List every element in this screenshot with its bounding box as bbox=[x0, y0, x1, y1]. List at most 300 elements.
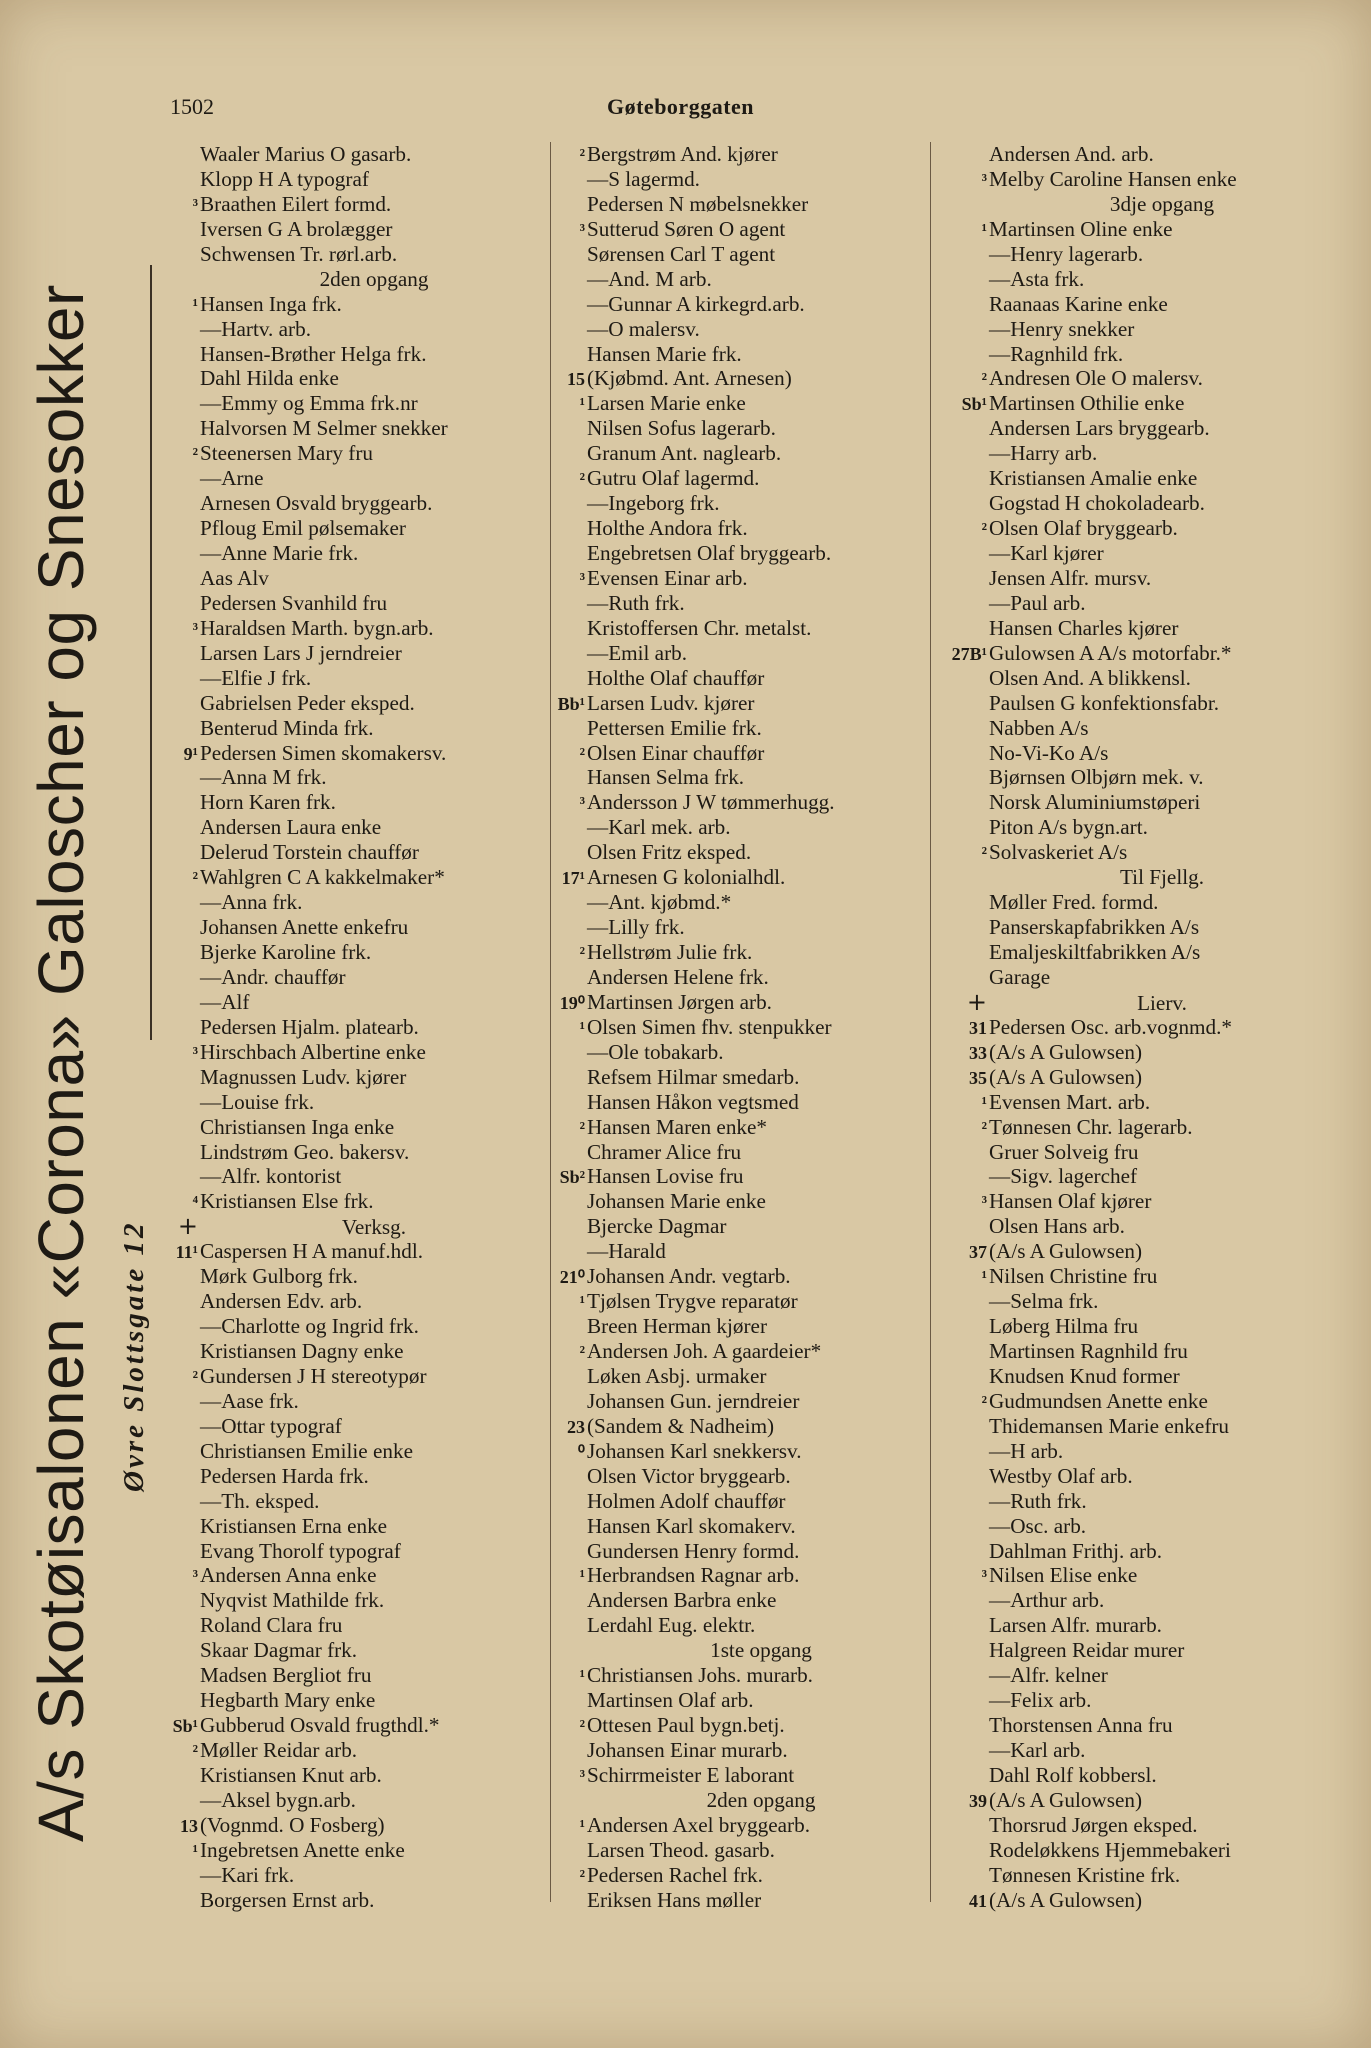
directory-entry bbox=[555, 890, 935, 915]
directory-entry bbox=[168, 990, 548, 1015]
directory-entry bbox=[168, 666, 548, 691]
directory-entry bbox=[168, 1863, 548, 1888]
directory-entry bbox=[555, 1439, 935, 1464]
entry-text: Bjercke Dagmar bbox=[587, 1214, 727, 1239]
directory-entry bbox=[168, 1314, 548, 1339]
entry-text: Pedersen Hjalm. platearb. bbox=[200, 1014, 419, 1039]
directory-entry bbox=[168, 1713, 548, 1738]
entry-text: —Arne bbox=[200, 466, 264, 491]
entry-text: Hansen Olaf kjører bbox=[989, 1189, 1152, 1214]
directory-entry bbox=[555, 466, 935, 491]
directory-entry bbox=[935, 1539, 1335, 1564]
directory-entry bbox=[555, 1140, 935, 1165]
directory-entry bbox=[935, 865, 1335, 890]
entry-text: Pettersen Emilie frk. bbox=[587, 715, 762, 740]
entry-text: Andersen Helene frk. bbox=[587, 964, 769, 989]
directory-entry bbox=[555, 616, 935, 641]
entry-text: Piton A/s bygn.art. bbox=[989, 815, 1148, 840]
street-name-heading: Gøteborggaten bbox=[606, 94, 755, 119]
entry-text: —Charlotte og Ingrid frk. bbox=[200, 1314, 419, 1339]
entry-text: (Sandem & Nadheim) bbox=[587, 1413, 775, 1438]
entry-text: Herbrandsen Ragnar arb. bbox=[587, 1563, 800, 1588]
directory-entry bbox=[555, 1663, 935, 1688]
entry-text: Andersen Lars bryggearb. bbox=[989, 416, 1210, 441]
entry-text: Gabrielsen Peder eksped. bbox=[200, 690, 415, 715]
entry-text: Tønnesen Chr. lagerarb. bbox=[989, 1114, 1193, 1139]
entry-text: (A/s A Gulowsen) bbox=[989, 1239, 1143, 1264]
entry-text: —Selma frk. bbox=[989, 1289, 1099, 1314]
entry-text: Nilsen Elise enke bbox=[989, 1563, 1138, 1588]
directory-entry bbox=[935, 1015, 1335, 1040]
entry-prefix: ³ bbox=[579, 568, 585, 589]
entry-text: Olsen Victor bryggearb. bbox=[587, 1463, 791, 1488]
entry-prefix: ¹ bbox=[192, 1840, 198, 1861]
entry-text: Thorstensen Anna fru bbox=[989, 1713, 1173, 1738]
directory-entry bbox=[555, 1414, 935, 1439]
directory-entry bbox=[168, 1539, 548, 1564]
directory-entry bbox=[168, 1289, 548, 1314]
entry-text: Hansen Selma frk. bbox=[587, 765, 745, 790]
entry-text: —O malersv. bbox=[587, 316, 700, 341]
entry-text: Caspersen H A manuf.hdl. bbox=[200, 1239, 424, 1264]
entry-text: Evang Thorolf typograf bbox=[200, 1538, 401, 1563]
directory-entry bbox=[555, 167, 935, 192]
directory-entry bbox=[168, 1389, 548, 1414]
entry-text: Bjørnsen Olbjørn mek. v. bbox=[989, 765, 1204, 790]
directory-entry bbox=[168, 342, 548, 367]
directory-entry bbox=[168, 1214, 548, 1239]
entry-text: Halvorsen M Selmer snekker bbox=[200, 416, 448, 441]
entry-text: Wahlgren C A kakkelmaker* bbox=[200, 865, 445, 890]
directory-entry bbox=[935, 317, 1335, 342]
directory-entry bbox=[935, 1863, 1335, 1888]
entry-prefix: ² bbox=[579, 145, 585, 165]
entry-prefix: 13 bbox=[180, 1815, 198, 1836]
page-header bbox=[170, 94, 1191, 124]
directory-entry bbox=[555, 965, 935, 990]
entry-prefix: ³ bbox=[981, 169, 987, 190]
directory-entry bbox=[935, 466, 1335, 491]
entry-prefix: ² bbox=[981, 519, 987, 540]
entry-text: Christiansen Inga enke bbox=[200, 1114, 395, 1139]
directory-entry bbox=[555, 990, 935, 1015]
directory-entry bbox=[168, 1040, 548, 1065]
directory-entry bbox=[935, 1364, 1335, 1389]
entry-text: No-Vi-Ko A/s bbox=[989, 740, 1109, 765]
directory-entry bbox=[168, 1489, 548, 1514]
entry-text: Pedersen N møbelsnekker bbox=[587, 191, 809, 216]
entry-text: —Karl kjører bbox=[989, 541, 1104, 565]
entry-text: Holmen Adolf chauffør bbox=[587, 1488, 786, 1513]
entry-prefix: ¹ bbox=[981, 1092, 987, 1113]
entry-text: Melby Caroline Hansen enke bbox=[989, 166, 1237, 191]
directory-entry bbox=[168, 1663, 548, 1688]
entry-prefix: 31 bbox=[969, 1017, 987, 1038]
entry-text: Andersen Edv. arb. bbox=[200, 1289, 363, 1314]
directory-entry bbox=[555, 292, 935, 317]
entry-text: (A/s A Gulowsen) bbox=[989, 1039, 1143, 1064]
directory-entry bbox=[555, 566, 935, 591]
directory-entry bbox=[555, 1015, 935, 1040]
entry-text: —Emil arb. bbox=[587, 640, 688, 665]
directory-entry bbox=[168, 1838, 548, 1863]
entry-text: Thidemansen Marie enkefru bbox=[989, 1413, 1230, 1438]
vertical-advertisement bbox=[14, 262, 164, 1842]
entry-prefix: ² bbox=[192, 1741, 198, 1761]
entry-text: Hansen Lovise fru bbox=[587, 1164, 744, 1189]
entry-text: Kristoffersen Chr. metalst. bbox=[587, 615, 812, 640]
directory-entry bbox=[168, 192, 548, 217]
directory-entry bbox=[555, 666, 935, 691]
directory-entry bbox=[168, 1140, 548, 1165]
directory-entry bbox=[935, 516, 1335, 541]
entry-text: (A/s A Gulowsen) bbox=[989, 1887, 1143, 1912]
entry-text: Andresen Ole O malersv. bbox=[989, 366, 1203, 391]
entry-prefix: ² bbox=[981, 843, 987, 864]
directory-entry bbox=[935, 242, 1335, 267]
directory-entry bbox=[168, 1015, 548, 1040]
entry-text: —Arthur arb. bbox=[989, 1588, 1105, 1613]
directory-entry bbox=[935, 1888, 1335, 1913]
directory-column-1 bbox=[168, 142, 548, 1913]
directory-entry bbox=[168, 466, 548, 491]
entry-prefix: + bbox=[966, 989, 987, 1015]
directory-entry bbox=[168, 641, 548, 666]
entry-text: Larsen Theod. gasarb. bbox=[587, 1837, 775, 1862]
entry-text: Møller Fred. formd. bbox=[989, 890, 1159, 915]
entry-prefix: 15 bbox=[567, 369, 585, 390]
entry-text: Garage bbox=[989, 964, 1051, 989]
directory-entry bbox=[555, 840, 935, 865]
directory-entry bbox=[935, 1713, 1335, 1738]
entry-text: Dahl Rolf kobbersl. bbox=[989, 1762, 1157, 1787]
directory-entry bbox=[168, 491, 548, 516]
directory-entry bbox=[935, 915, 1335, 940]
entry-prefix: ³ bbox=[192, 1566, 198, 1587]
directory-entry bbox=[935, 342, 1335, 367]
directory-entry bbox=[555, 267, 935, 292]
entry-text: —Paul arb. bbox=[989, 590, 1086, 615]
entry-text: —Anna M frk. bbox=[200, 765, 327, 790]
advertisement-divider bbox=[150, 265, 152, 1040]
directory-entry bbox=[935, 391, 1335, 416]
column-divider bbox=[550, 142, 551, 1902]
directory-entry bbox=[935, 491, 1335, 516]
entry-text: —Alfr. kontorist bbox=[200, 1164, 342, 1189]
entry-text: —Aksel bygn.arb. bbox=[200, 1787, 356, 1812]
directory-entry bbox=[935, 940, 1335, 965]
directory-entry bbox=[935, 1439, 1335, 1464]
entry-text: —Alf bbox=[200, 989, 250, 1014]
entry-text: Gundersen J H stereotypør bbox=[200, 1363, 427, 1388]
directory-entry bbox=[168, 1364, 548, 1389]
directory-entry bbox=[555, 1613, 935, 1638]
entry-text: —Henry snekker bbox=[989, 316, 1135, 341]
directory-entry bbox=[555, 516, 935, 541]
entry-text: —Ole tobakarb. bbox=[587, 1039, 724, 1064]
entry-text: Raanaas Karine enke bbox=[989, 291, 1168, 316]
entry-text: Hirschbach Albertine enke bbox=[200, 1039, 426, 1064]
entry-text: —Elfie J frk. bbox=[200, 665, 312, 690]
directory-entry bbox=[168, 391, 548, 416]
directory-entry bbox=[168, 865, 548, 890]
directory-entry bbox=[555, 1189, 935, 1214]
directory-entry bbox=[935, 666, 1335, 691]
directory-entry bbox=[935, 1065, 1335, 1090]
directory-entry bbox=[555, 366, 935, 391]
entry-text: Dahl Hilda enke bbox=[200, 366, 339, 391]
directory-entry bbox=[168, 1439, 548, 1464]
entry-prefix: ² bbox=[981, 1391, 987, 1412]
entry-text: (A/s A Gulowsen) bbox=[989, 1064, 1143, 1089]
directory-entry bbox=[168, 1464, 548, 1489]
entry-text: Christiansen Emilie enke bbox=[200, 1438, 414, 1463]
directory-entry bbox=[935, 1563, 1335, 1588]
directory-entry bbox=[168, 940, 548, 965]
directory-entry bbox=[935, 1663, 1335, 1688]
directory-entry bbox=[555, 1563, 935, 1588]
entry-text: —Karl mek. arb. bbox=[587, 815, 731, 840]
directory-entry bbox=[555, 1863, 935, 1888]
directory-entry bbox=[168, 242, 548, 267]
directory-entry bbox=[555, 1763, 935, 1788]
directory-entry bbox=[555, 1464, 935, 1489]
entry-text: Nilsen Sofus lagerarb. bbox=[587, 416, 776, 441]
directory-entry bbox=[935, 716, 1335, 741]
directory-entry bbox=[555, 1164, 935, 1189]
entry-text: Breen Herman kjører bbox=[587, 1314, 768, 1339]
entry-text: Larsen Marie enke bbox=[587, 391, 746, 416]
directory-entry bbox=[168, 840, 548, 865]
entry-text: Hellstrøm Julie frk. bbox=[587, 940, 753, 964]
entry-text: Gutru Olaf lagermd. bbox=[587, 466, 760, 491]
entry-prefix: ² bbox=[192, 868, 198, 889]
directory-entry bbox=[168, 1888, 548, 1913]
directory-entry bbox=[555, 691, 935, 716]
directory-entry bbox=[168, 1563, 548, 1588]
entry-prefix: 37 bbox=[969, 1242, 987, 1263]
entry-prefix: 17¹ bbox=[561, 868, 585, 889]
entry-text: —Ingeborg frk. bbox=[587, 491, 720, 516]
entry-prefix: ² bbox=[579, 1865, 585, 1886]
entry-text: Andersen Barbra enke bbox=[587, 1588, 777, 1613]
entry-text: Rodeløkkens Hjemmebakeri bbox=[989, 1837, 1231, 1862]
directory-entry bbox=[935, 1189, 1335, 1214]
entry-text: Paulsen G konfektionsfabr. bbox=[989, 690, 1220, 715]
entry-text: —Gunnar A kirkegrd.arb. bbox=[587, 291, 805, 316]
directory-entry bbox=[168, 566, 548, 591]
entry-text: —Osc. arb. bbox=[989, 1513, 1087, 1538]
directory-entry bbox=[935, 1339, 1335, 1364]
directory-entry bbox=[555, 1115, 935, 1140]
entry-prefix: ² bbox=[579, 743, 585, 764]
directory-entry bbox=[555, 741, 935, 766]
entry-text: Ottesen Paul bygn.betj. bbox=[587, 1713, 785, 1738]
entry-prefix: ³ bbox=[192, 618, 198, 639]
entry-text: Pedersen Simen skomakersv. bbox=[200, 740, 447, 765]
entry-text: Pedersen Svanhild fru bbox=[200, 590, 388, 615]
entry-text: Pedersen Rachel frk. bbox=[587, 1862, 763, 1887]
entry-text: Larsen Alfr. murarb. bbox=[989, 1613, 1162, 1638]
entry-text: Benterud Minda frk. bbox=[200, 715, 374, 740]
entry-text: —Anna frk. bbox=[200, 890, 303, 915]
entry-text: Arnesen Osvald bryggearb. bbox=[200, 491, 433, 516]
section-subheading: Verksg. bbox=[341, 1215, 407, 1240]
entry-text: Larsen Lars J jerndreier bbox=[200, 640, 402, 665]
entry-text: Hansen Karl skomakerv. bbox=[587, 1513, 796, 1538]
entry-prefix: ¹ bbox=[981, 1267, 987, 1288]
entry-text: Tjølsen Trygve reparatør bbox=[587, 1289, 798, 1314]
entry-text: —Th. eksped. bbox=[200, 1488, 320, 1513]
directory-entry bbox=[935, 591, 1335, 616]
directory-entry bbox=[935, 267, 1335, 292]
entry-prefix: ² bbox=[192, 444, 198, 465]
entry-text: Pedersen Harda frk. bbox=[200, 1463, 369, 1488]
directory-entry bbox=[935, 1264, 1335, 1289]
directory-entry bbox=[935, 142, 1335, 167]
directory-entry bbox=[168, 441, 548, 466]
entry-text: —Karl arb. bbox=[989, 1738, 1086, 1762]
entry-text: —Anne Marie frk. bbox=[200, 541, 359, 565]
entry-prefix: 11¹ bbox=[175, 1242, 198, 1263]
directory-entry bbox=[168, 1763, 548, 1788]
entry-prefix: ⁴ bbox=[192, 1192, 198, 1213]
directory-entry bbox=[168, 616, 548, 641]
entry-text: —Aase frk. bbox=[200, 1388, 299, 1413]
section-subheading: Lierv. bbox=[1137, 990, 1187, 1015]
advertisement-main-text: A/s Skotøisalonen «Corona» Galoscher og Snesokker bbox=[25, 284, 97, 1842]
entry-text: Steenersen Mary fru bbox=[200, 441, 373, 466]
directory-entry bbox=[935, 1090, 1335, 1115]
directory-entry bbox=[555, 1065, 935, 1090]
entry-text: Olsen Simen fhv. stenpukker bbox=[587, 1014, 832, 1039]
directory-entry bbox=[168, 890, 548, 915]
entry-prefix: ² bbox=[579, 469, 585, 490]
entry-text: Kristiansen Knut arb. bbox=[200, 1762, 382, 1787]
directory-entry bbox=[935, 1464, 1335, 1489]
directory-column-3 bbox=[935, 142, 1335, 1913]
entry-text: Norsk Aluminiumstøperi bbox=[989, 790, 1201, 815]
entry-text: Lindstrøm Geo. bakersv. bbox=[200, 1139, 410, 1164]
directory-entry bbox=[555, 391, 935, 416]
entry-text: Mørk Gulborg frk. bbox=[200, 1264, 358, 1289]
entry-text: (Vognmd. O Fosberg) bbox=[200, 1812, 385, 1837]
directory-entry bbox=[555, 242, 935, 267]
directory-entry bbox=[555, 865, 935, 890]
entry-prefix: ¹ bbox=[579, 1815, 585, 1836]
entry-text: Iversen G A brolægger bbox=[200, 216, 393, 241]
entry-text: Evensen Einar arb. bbox=[587, 565, 748, 590]
directory-entry bbox=[168, 142, 548, 167]
entry-text: Skaar Dagmar frk. bbox=[200, 1638, 358, 1663]
entry-text: Roland Clara fru bbox=[200, 1613, 343, 1638]
directory-entry bbox=[168, 716, 548, 741]
directory-entry bbox=[555, 1040, 935, 1065]
entry-text: Martinsen Jørgen arb. bbox=[587, 989, 772, 1014]
entry-text: Kristiansen Else frk. bbox=[200, 1189, 374, 1214]
entry-text: Tønnesen Kristine frk. bbox=[989, 1862, 1181, 1887]
entry-prefix: ³ bbox=[579, 219, 585, 240]
directory-entry bbox=[555, 1539, 935, 1564]
directory-entry bbox=[555, 1339, 935, 1364]
directory-entry bbox=[555, 1688, 935, 1713]
entry-prefix: ² bbox=[579, 1342, 585, 1362]
directory-entry bbox=[935, 541, 1335, 566]
directory-entry bbox=[168, 1189, 548, 1214]
directory-entry bbox=[168, 292, 548, 317]
directory-entry bbox=[555, 541, 935, 566]
entry-prefix: 33 bbox=[969, 1042, 987, 1063]
section-subheading: 1ste opgang bbox=[710, 1638, 812, 1663]
directory-entry bbox=[935, 1239, 1335, 1264]
entry-text: Gruer Solveig fru bbox=[989, 1139, 1139, 1164]
directory-entry bbox=[935, 890, 1335, 915]
directory-entry bbox=[555, 641, 935, 666]
entry-prefix: + bbox=[177, 1214, 198, 1240]
directory-entry bbox=[555, 441, 935, 466]
entry-text: Madsen Bergliot fru bbox=[200, 1663, 372, 1688]
entry-text: —Ragnhild frk. bbox=[989, 341, 1124, 366]
directory-entry bbox=[168, 267, 548, 292]
directory-entry bbox=[555, 342, 935, 367]
entry-prefix: Sb² bbox=[559, 1167, 585, 1188]
directory-entry bbox=[555, 591, 935, 616]
directory-entry bbox=[935, 1788, 1335, 1813]
directory-entry bbox=[168, 765, 548, 790]
entry-prefix: ¹ bbox=[192, 294, 198, 315]
directory-entry bbox=[935, 990, 1335, 1015]
entry-prefix: ³ bbox=[192, 1042, 198, 1063]
directory-entry bbox=[555, 1514, 935, 1539]
directory-entry bbox=[168, 516, 548, 541]
directory-entry bbox=[935, 965, 1335, 990]
directory-entry bbox=[555, 940, 935, 965]
entry-prefix: ¹ bbox=[579, 1666, 585, 1687]
entry-prefix: Sb¹ bbox=[172, 1716, 198, 1737]
entry-text: Løberg Hilma fru bbox=[989, 1314, 1139, 1339]
directory-entry bbox=[555, 491, 935, 516]
entry-text: Horn Karen frk. bbox=[200, 790, 336, 815]
directory-entry bbox=[935, 1813, 1335, 1838]
directory-entry bbox=[555, 790, 935, 815]
entry-prefix: 39 bbox=[969, 1790, 987, 1811]
directory-entry bbox=[168, 1164, 548, 1189]
directory-entry bbox=[555, 1314, 935, 1339]
directory-entry bbox=[168, 1613, 548, 1638]
directory-entry bbox=[555, 317, 935, 342]
directory-entry bbox=[168, 1788, 548, 1813]
directory-entry bbox=[168, 416, 548, 441]
entry-text: Lerdahl Eug. elektr. bbox=[587, 1613, 756, 1638]
entry-text: Martinsen Oline enke bbox=[989, 216, 1173, 241]
directory-entry bbox=[935, 1164, 1335, 1189]
directory-entry bbox=[168, 1115, 548, 1140]
entry-text: Delerud Torstein chauffør bbox=[200, 840, 419, 865]
entry-prefix: ² bbox=[192, 1366, 198, 1387]
entry-text: Gudmundsen Anette enke bbox=[989, 1388, 1208, 1413]
section-subheading: Til Fjellg. bbox=[1119, 865, 1204, 890]
entry-text: Nabben A/s bbox=[989, 715, 1089, 740]
entry-prefix: ³ bbox=[981, 1566, 987, 1587]
directory-entry bbox=[555, 1489, 935, 1514]
entry-text: Arnesen G kolonialhdl. bbox=[587, 865, 786, 890]
directory-entry bbox=[555, 1389, 935, 1414]
directory-entry bbox=[555, 1638, 935, 1663]
entry-text: Bergstrøm And. kjører bbox=[587, 142, 778, 166]
directory-entry bbox=[555, 1713, 935, 1738]
entry-text: Hansen-Brøther Helga frk. bbox=[200, 341, 427, 366]
entry-text: Emaljeskiltfabrikken A/s bbox=[989, 940, 1201, 964]
